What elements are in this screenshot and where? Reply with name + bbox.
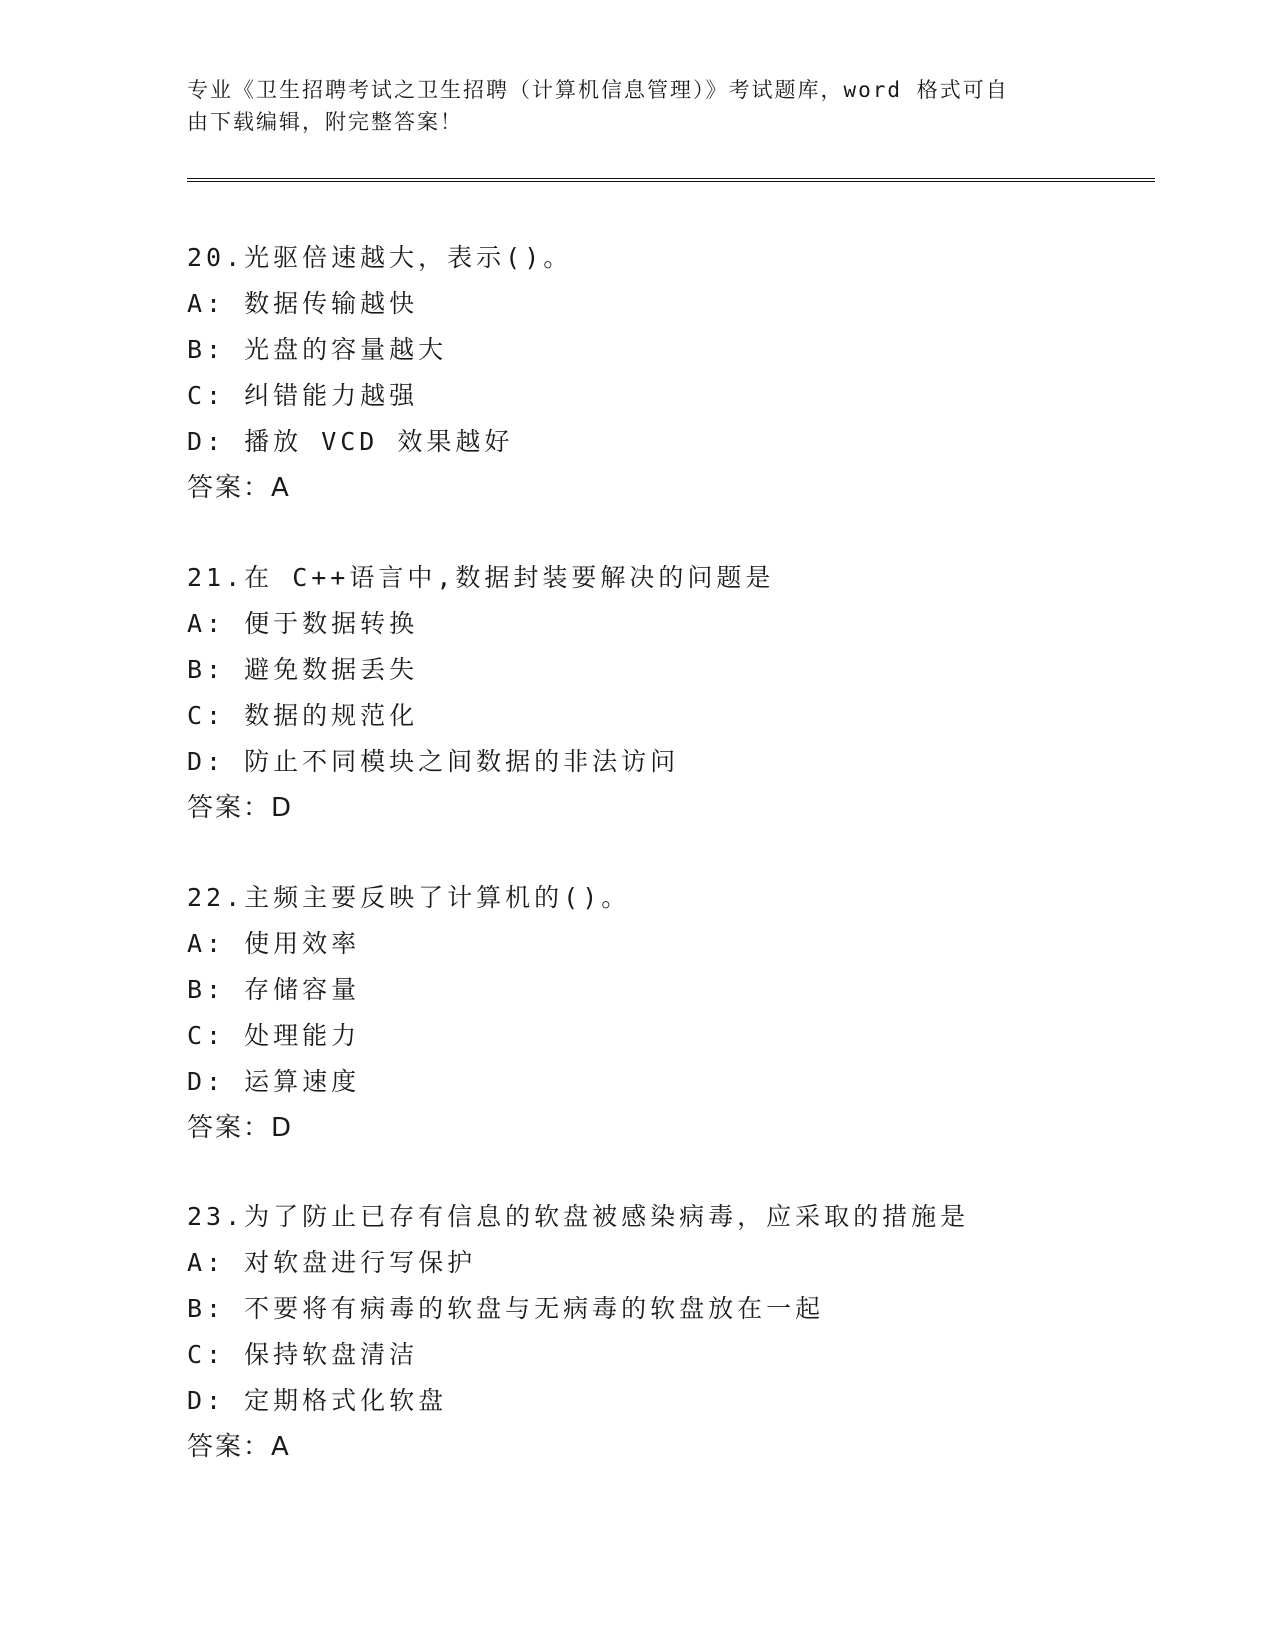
option-c: C: 数据的规范化 <box>187 701 419 730</box>
option-b: B: 不要将有病毒的软盘与无病毒的软盘放在一起 <box>187 1294 825 1323</box>
question-stem: 20.光驱倍速越大，表示()。 <box>187 243 573 272</box>
question-stem: 21.在 C++语言中,数据封装要解决的问题是 <box>187 563 775 592</box>
question-23 <box>187 1194 1187 1470</box>
option-a: A: 数据传输越快 <box>187 289 419 318</box>
option-c: C: 处理能力 <box>187 1021 361 1050</box>
question-stem: 22.主频主要反映了计算机的()。 <box>187 883 631 912</box>
option-b: B: 光盘的容量越大 <box>187 335 448 364</box>
option-a: A: 使用效率 <box>187 929 361 958</box>
option-b: B: 避免数据丢失 <box>187 655 419 684</box>
header-line-2: 由下载编辑，附完整答案！ <box>187 110 463 134</box>
option-b: B: 存储容量 <box>187 975 361 1004</box>
answer-line: 答案：A <box>187 1432 291 1462</box>
option-d: D: 运算速度 <box>187 1067 361 1096</box>
option-a: A: 便于数据转换 <box>187 609 419 638</box>
header-divider <box>187 178 1155 182</box>
option-c: C: 保持软盘清洁 <box>187 1340 419 1369</box>
option-d: D: 播放 VCD 效果越好 <box>187 427 514 456</box>
answer-line: 答案：D <box>187 1113 294 1143</box>
document-header <box>187 74 1087 138</box>
question-stem: 23.为了防止已存有信息的软盘被感染病毒，应采取的措施是 <box>187 1202 970 1231</box>
question-21 <box>187 555 1187 831</box>
option-d: D: 定期格式化软盘 <box>187 1386 448 1415</box>
answer-line: 答案：A <box>187 473 291 503</box>
option-a: A: 对软盘进行写保护 <box>187 1248 477 1277</box>
answer-line: 答案：D <box>187 793 294 823</box>
option-d: D: 防止不同模块之间数据的非法访问 <box>187 747 680 776</box>
option-c: C: 纠错能力越强 <box>187 381 419 410</box>
question-22 <box>187 875 1187 1151</box>
question-20 <box>187 235 1187 511</box>
header-line-1: 专业《卫生招聘考试之卫生招聘（计算机信息管理）》考试题库，word 格式可自 <box>187 78 1009 102</box>
